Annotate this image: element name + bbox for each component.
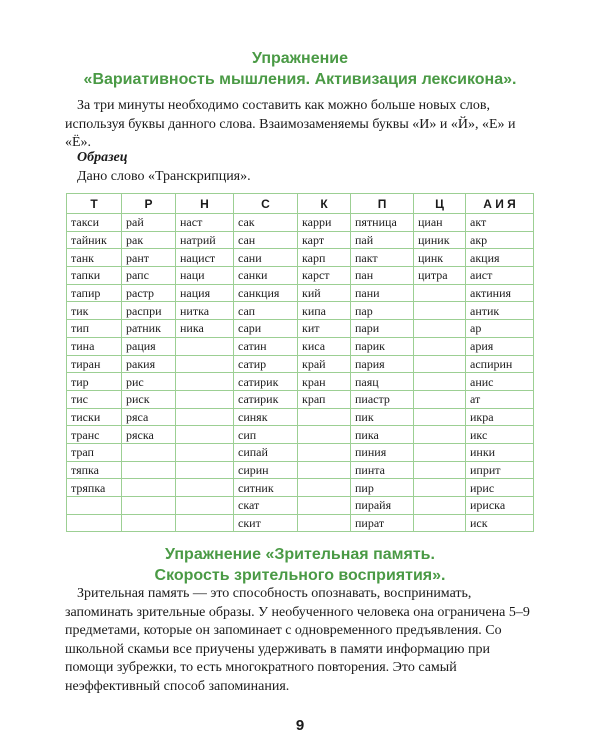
table-cell: [122, 497, 176, 515]
table-cell: пай: [351, 231, 414, 249]
table-cell: кий: [298, 284, 351, 302]
exercise2-heading-line2: Скорость зрительного восприятия».: [154, 567, 446, 584]
table-cell: сани: [234, 249, 298, 267]
table-cell: тип: [67, 320, 122, 338]
table-row: [67, 231, 534, 249]
table-cell: ника: [176, 320, 234, 338]
table-cell: тиски: [67, 408, 122, 426]
table-cell: тир: [67, 373, 122, 391]
table-cell: ирис: [466, 479, 534, 497]
table-cell: [414, 302, 466, 320]
table-cell: [414, 514, 466, 532]
table-cell: натрий: [176, 231, 234, 249]
table-cell: нитка: [176, 302, 234, 320]
table-cell: ряска: [122, 426, 176, 444]
table-cell: крап: [298, 390, 351, 408]
table-cell: рация: [122, 337, 176, 355]
table-row: [67, 337, 534, 355]
exercise2-body: Зрительная память — это способность опознавать, воспринимать, запоминать зрительные образы. У необученного человека она ограничена 5–9 предметами, которые он запоминает с одновременного предъявления. Со школьной скамьи все приучены удерживать в памяти информацию при помощи зубрежки, то есть многократного повторения. Это самый неэффективный способ запоминания.: [65, 586, 530, 694]
table-cell: карст: [298, 267, 351, 285]
table-cell: кран: [298, 373, 351, 391]
table-row: [67, 320, 534, 338]
table-cell: трап: [67, 443, 122, 461]
table-cell: парик: [351, 337, 414, 355]
table-cell: пинта: [351, 461, 414, 479]
table-cell: цинк: [414, 249, 466, 267]
table-cell: санкция: [234, 284, 298, 302]
table-row: [67, 497, 534, 515]
table-cell: [414, 408, 466, 426]
table-row: [67, 408, 534, 426]
table-cell: такси: [67, 214, 122, 232]
table-cell: пани: [351, 284, 414, 302]
table-cell: сип: [234, 426, 298, 444]
table-cell: [176, 337, 234, 355]
table-cell: сатин: [234, 337, 298, 355]
table-cell: [414, 443, 466, 461]
exercise1-heading-line2: «Вариативность мышления. Активизация лексикона».: [83, 71, 517, 88]
words-table: [66, 193, 534, 532]
table-cell: акр: [466, 231, 534, 249]
table-row: [67, 249, 534, 267]
table-cell: [414, 426, 466, 444]
table-cell: тряпка: [67, 479, 122, 497]
table-header-cell: Р: [122, 194, 176, 214]
table-cell: пария: [351, 355, 414, 373]
table-cell: сап: [234, 302, 298, 320]
table-cell: ситник: [234, 479, 298, 497]
table-cell: пирайя: [351, 497, 414, 515]
table-cell: [298, 497, 351, 515]
table-cell: карп: [298, 249, 351, 267]
table-cell: анис: [466, 373, 534, 391]
table-cell: [176, 390, 234, 408]
table-cell: пир: [351, 479, 414, 497]
table-cell: пари: [351, 320, 414, 338]
table-cell: скит: [234, 514, 298, 532]
table-cell: нацист: [176, 249, 234, 267]
given-word-text: Дано слово «Транскрипция».: [77, 169, 251, 184]
table-cell: [298, 443, 351, 461]
table-cell: циник: [414, 231, 466, 249]
table-cell: [122, 479, 176, 497]
table-cell: ат: [466, 390, 534, 408]
table-cell: [176, 426, 234, 444]
table-cell: тина: [67, 337, 122, 355]
table-cell: тиран: [67, 355, 122, 373]
table-cell: рис: [122, 373, 176, 391]
table-cell: нация: [176, 284, 234, 302]
table-cell: аист: [466, 267, 534, 285]
table-cell: антик: [466, 302, 534, 320]
table-row: [67, 514, 534, 532]
table-cell: [298, 514, 351, 532]
table-cell: [298, 479, 351, 497]
table-header-cell: Ц: [414, 194, 466, 214]
table-cell: иск: [466, 514, 534, 532]
table-cell: [298, 461, 351, 479]
table-row: [67, 426, 534, 444]
table-cell: тапки: [67, 267, 122, 285]
table-cell: ратник: [122, 320, 176, 338]
table-cell: тапир: [67, 284, 122, 302]
table-cell: [176, 373, 234, 391]
table-cell: циан: [414, 214, 466, 232]
table-row: [67, 461, 534, 479]
table-cell: паяц: [351, 373, 414, 391]
table-cell: транс: [67, 426, 122, 444]
table-cell: пан: [351, 267, 414, 285]
table-cell: сатир: [234, 355, 298, 373]
table-cell: рак: [122, 231, 176, 249]
table-cell: пиастр: [351, 390, 414, 408]
table-header-cell: Т: [67, 194, 122, 214]
table-cell: сари: [234, 320, 298, 338]
table-cell: наст: [176, 214, 234, 232]
table-row: [67, 302, 534, 320]
table-cell: инки: [466, 443, 534, 461]
table-cell: [176, 514, 234, 532]
table-header-cell: П: [351, 194, 414, 214]
table-cell: акт: [466, 214, 534, 232]
table-row: [67, 390, 534, 408]
table-cell: икра: [466, 408, 534, 426]
sample-label: Образец: [77, 150, 128, 165]
table-cell: рант: [122, 249, 176, 267]
table-cell: тяпка: [67, 461, 122, 479]
table-header-row: [67, 194, 534, 214]
table-cell: [122, 443, 176, 461]
table-cell: ириска: [466, 497, 534, 515]
table-cell: цитра: [414, 267, 466, 285]
table-cell: [122, 461, 176, 479]
table-cell: [414, 320, 466, 338]
table-cell: распри: [122, 302, 176, 320]
table-cell: растр: [122, 284, 176, 302]
table-row: [67, 284, 534, 302]
table-cell: [67, 514, 122, 532]
table-row: [67, 267, 534, 285]
table-cell: скат: [234, 497, 298, 515]
table-cell: [176, 408, 234, 426]
table-cell: [176, 355, 234, 373]
table-cell: [414, 497, 466, 515]
table-cell: сипай: [234, 443, 298, 461]
table-cell: карри: [298, 214, 351, 232]
table-cell: [414, 373, 466, 391]
table-header-cell: Н: [176, 194, 234, 214]
table-cell: [414, 461, 466, 479]
table-row: [67, 355, 534, 373]
table-cell: [176, 461, 234, 479]
table-cell: сатирик: [234, 390, 298, 408]
table-cell: акция: [466, 249, 534, 267]
table-cell: пар: [351, 302, 414, 320]
table-cell: кит: [298, 320, 351, 338]
table-cell: актиния: [466, 284, 534, 302]
table-cell: тайник: [67, 231, 122, 249]
table-row: [67, 443, 534, 461]
table-cell: тис: [67, 390, 122, 408]
table-cell: киса: [298, 337, 351, 355]
exercise1-heading-line1: Упражнение: [252, 50, 348, 67]
table-cell: [414, 479, 466, 497]
table-cell: тик: [67, 302, 122, 320]
table-cell: [122, 514, 176, 532]
table-cell: наци: [176, 267, 234, 285]
table-cell: аспирин: [466, 355, 534, 373]
table-cell: иприт: [466, 461, 534, 479]
table-header-cell: К: [298, 194, 351, 214]
table-cell: [67, 497, 122, 515]
table-cell: риск: [122, 390, 176, 408]
exercise2-heading: [0, 544, 600, 586]
table-cell: сак: [234, 214, 298, 232]
table-cell: [298, 426, 351, 444]
table-cell: [414, 355, 466, 373]
table-cell: сирин: [234, 461, 298, 479]
exercise1-intro: За три минуты необходимо составить как можно больше новых слов, используя буквы данного слова. Взаимозаменяемы буквы «И» и «Й», «Е» и «Ё».: [65, 98, 516, 150]
exercise1-heading: [0, 48, 600, 90]
table-cell: кипа: [298, 302, 351, 320]
table-cell: край: [298, 355, 351, 373]
table-cell: рапс: [122, 267, 176, 285]
exercise2-heading-line1: Упражнение «Зрительная память.: [165, 546, 435, 563]
table-row: [67, 373, 534, 391]
table-cell: танк: [67, 249, 122, 267]
table-row: [67, 214, 534, 232]
table-cell: [414, 390, 466, 408]
table-cell: [176, 479, 234, 497]
page-number: 9: [295, 717, 305, 734]
table-header-cell: А И Я: [466, 194, 534, 214]
table-cell: пика: [351, 426, 414, 444]
table-cell: сатирик: [234, 373, 298, 391]
table-cell: ар: [466, 320, 534, 338]
table-body: [67, 214, 534, 532]
table-cell: [414, 284, 466, 302]
table-cell: синяк: [234, 408, 298, 426]
table-header-cell: С: [234, 194, 298, 214]
table-cell: рай: [122, 214, 176, 232]
table-cell: икс: [466, 426, 534, 444]
table-cell: пакт: [351, 249, 414, 267]
table-cell: пик: [351, 408, 414, 426]
table-cell: [176, 497, 234, 515]
table-cell: карт: [298, 231, 351, 249]
table-cell: санки: [234, 267, 298, 285]
table-cell: пиния: [351, 443, 414, 461]
table-cell: [414, 337, 466, 355]
table-cell: [298, 408, 351, 426]
table-cell: ряса: [122, 408, 176, 426]
table-cell: [176, 443, 234, 461]
table-cell: ракия: [122, 355, 176, 373]
table-row: [67, 479, 534, 497]
table-cell: сан: [234, 231, 298, 249]
table-cell: пятница: [351, 214, 414, 232]
table-cell: ария: [466, 337, 534, 355]
table-cell: пират: [351, 514, 414, 532]
